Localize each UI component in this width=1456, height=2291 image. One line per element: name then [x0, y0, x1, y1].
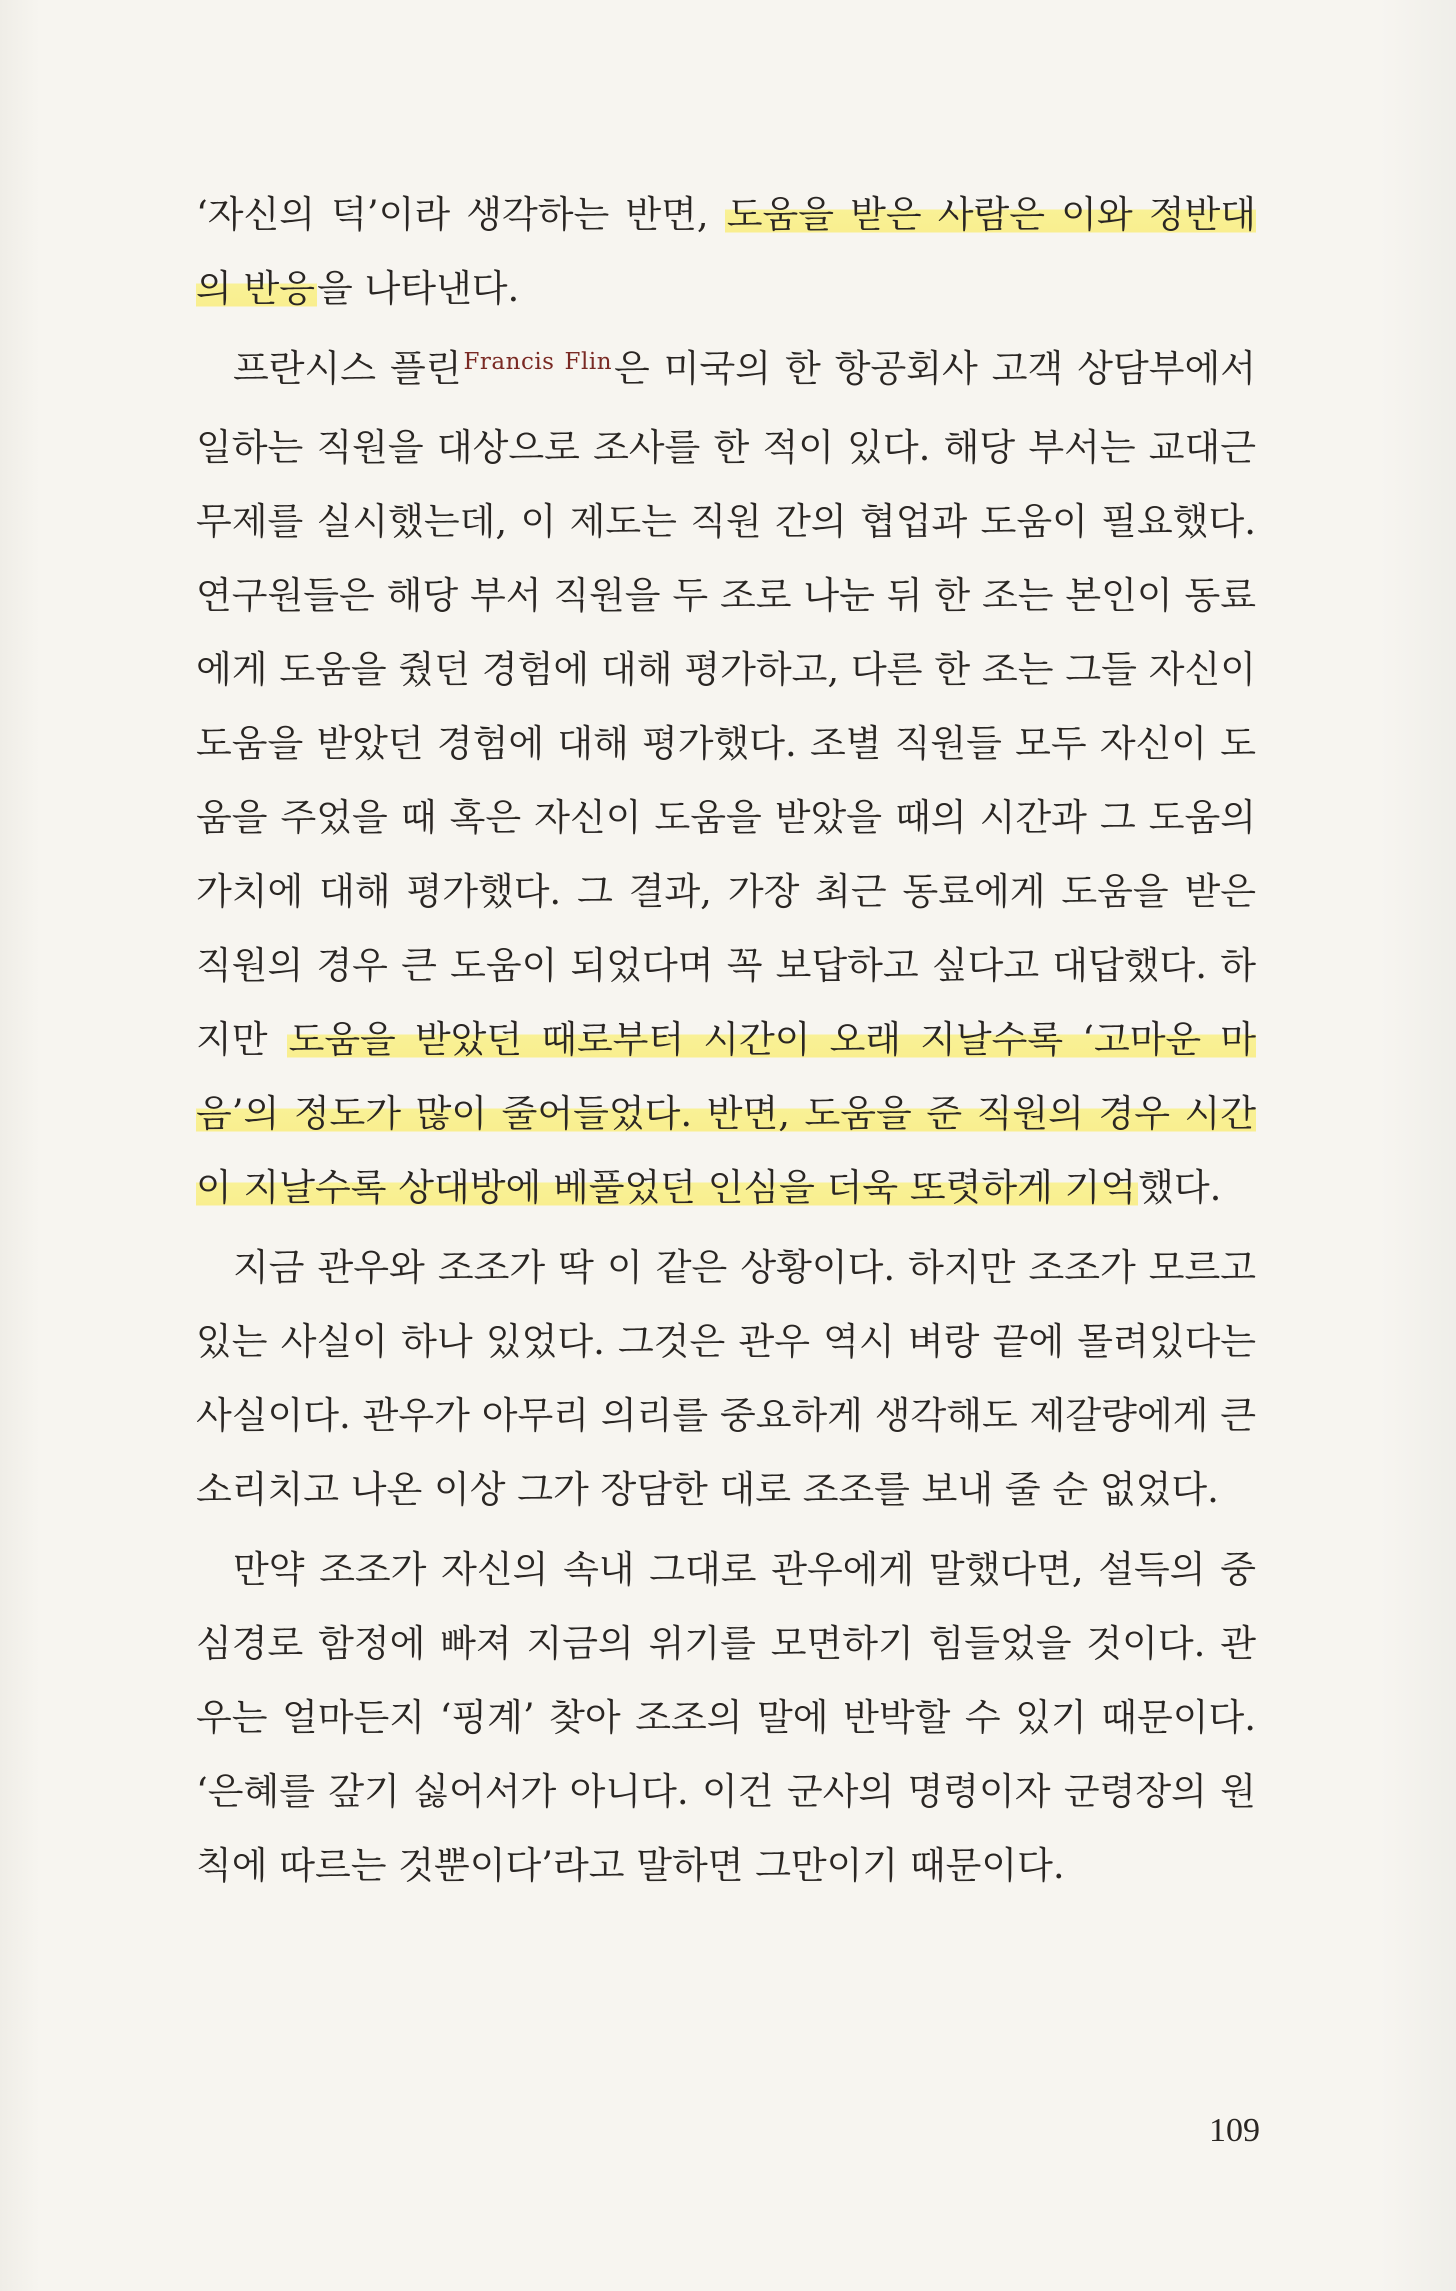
text-segment: 지금 관우와 조조가 딱 이 같은 상황이다. 하지만 조조가 모르고 있는 사실이 하나 있었다. 그것은 관우 역시 벼랑 끝에 몰려있다는 사실이다. 관우가 아무리 의리를 중요하게 생각해도 제갈량에게 큰 소리치고 나온 이상 그가 장담한 대로 조조를 보내 줄 순 없었다.	[196, 1246, 1256, 1511]
page-number: 109	[1209, 2112, 1260, 2149]
text-segment: 은 미국의 한 항공회사 고객 상담부에서 일하는 직원을 대상으로 조사를 한 적이 있다. 해당 부서는 교대근무제를 실시했는데, 이 제도는 직원 간의 협업과 도움이 필요했다. 연구원들은 해당 부서 직원을 두 조로 나눈 뒤 한 조는 본인이 동료에게 도움을 줬던 경험에 대해 평가하고, 다른 한 조는 그들 자신이 도움을 받았던 경험에 대해 평가했다. 조별 직원들 모두 자신이 도움을 주었을 때 혹은 자신이 도움을 받았을 때의 시간과 그 도움의 가치에 대해 평가했다. 그 결과, 가장 최근 동료에게 도움을 받은 직원의 경우 큰 도움이 되었다며 꼭 보답하고 싶다고 대답했다. 하지만	[196, 347, 1256, 1061]
body-text	[196, 178, 1256, 1903]
paragraph-3	[196, 1231, 1256, 1527]
highlighted-text: 도움을 받은 사람은 이와 정반대의 반응	[196, 193, 1256, 310]
highlighted-text: 도움을 받았던 때로부터 시간이 오래 지날수록 ‘고마운 마음’의 정도가 많이 줄어들었다. 반면, 도움을 준 직원의 경우 시간이 지날수록 상대방에 베풀었던 인심을 더욱 또렷하게 기억	[196, 1018, 1257, 1209]
text-segment: 했다.	[1138, 1166, 1222, 1209]
text-segment: 프란시스 플린	[233, 347, 462, 390]
paragraph-4	[196, 1533, 1256, 1903]
text-segment: 을 나타낸다.	[317, 267, 520, 310]
paragraph-1	[196, 178, 1256, 326]
superscript-name: Francis Flin	[463, 349, 613, 375]
text-segment: ‘자신의 덕’이라 생각하는 반면,	[196, 193, 725, 236]
text-segment: 만약 조조가 자신의 속내 그대로 관우에게 말했다면, 설득의 중심경로 함정에 빠져 지금의 위기를 모면하기 힘들었을 것이다. 관우는 얼마든지 ‘핑계’ 찾아 조조의 말에 반박할 수 있기 때문이다. ‘은혜를 갚기 싫어서가 아니다. 이건 군사의 명령이자 군령장의 원칙에 따르는 것뿐이다’라고 말하면 그만이기 때문이다.	[196, 1548, 1256, 1887]
paragraph-2	[196, 332, 1256, 1225]
